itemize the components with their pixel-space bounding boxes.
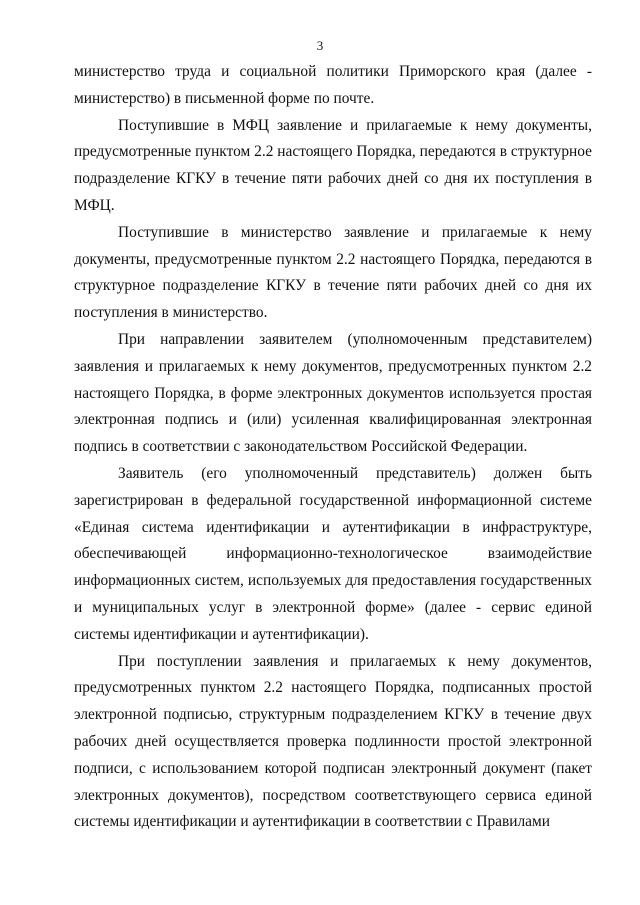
page-number: 3 [316,38,324,53]
paragraph-2: Поступившие в МФЦ заявление и прилагаемые к нему документы, предусмотренные пунктом 2.2 настоящего Порядка, передаются в структурное подразделение КГКУ в течение пяти рабочих дней со дня их поступления в МФЦ. [74,116,592,214]
paragraph-4: При направлении заявителем (уполномоченным представителем) заявления и прилагаемых к нему документов, предусмотренных пунктом 2.2 настоящего Порядка, в форме электронных документов используется простая электронная подпись и (или) усиленная квалифицированная электронная подпись в соответствии с законодательством Российской Федерации. [74,330,592,456]
paragraph-1: министерство труда и социальной политики Приморского края (далее - министерство) в письменной форме по почте. [74,63,592,107]
paragraph-5: Заявитель (его уполномоченный представитель) должен быть зарегистрирован в федеральной государственной информационной системе «Единая система идентификации и аутентификации в инфраструктуре, обеспечивающей информационно-технологическое взаимодействие информационных систем, используемых для предоставления государственных и муниципальных услуг в электронной форме» (далее - сервис единой системы идентификации и аутентификации). [74,464,592,643]
paragraph-6: При поступлении заявления и прилагаемых к нему документов, предусмотренных пунктом 2.2 настоящего Порядка, подписанных простой электронной подписью, структурным подразделением КГКУ в течение двух рабочих дней осуществляется проверка подлинности простой электронной подписи, с использованием которой подписан электронный документ (пакет электронных документов), посредством соответствующего сервиса единой системы идентификации и аутентификации в соответствии с Правилами [74,652,592,831]
document-body [74,59,592,836]
paragraph-3: Поступившие в министерство заявление и прилагаемые к нему документы, предусмотренные пунктом 2.2 настоящего Порядка, передаются в структурное подразделение КГКУ в течение пяти рабочих дней со дня их поступления в министерство. [74,223,592,322]
